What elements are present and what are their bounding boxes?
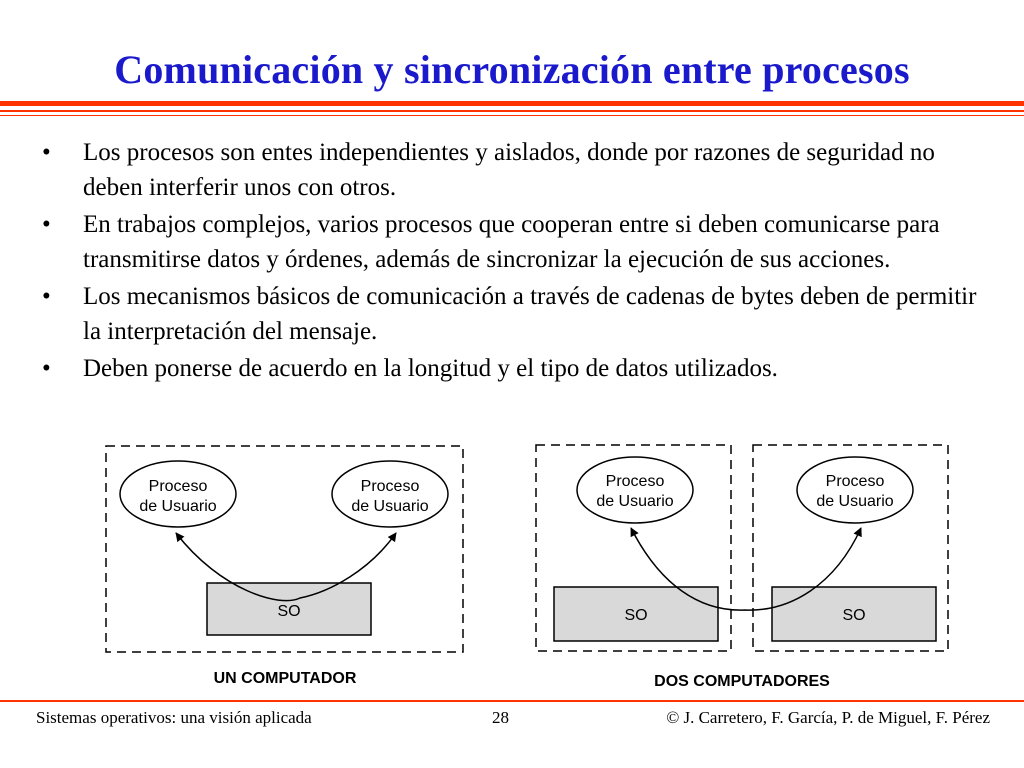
bullet-dot-icon: • (42, 211, 51, 238)
os-label: SO (624, 607, 648, 624)
user-process-label: de Usuario (596, 493, 674, 510)
footer-copyright: © J. Carretero, F. García, P. de Miguel, F. Pérez (666, 708, 990, 727)
bullet-dot-icon: • (42, 283, 51, 310)
single-computer-diagram (106, 446, 463, 687)
os-label: SO (277, 603, 301, 620)
bullet-text: Deben ponerse de acuerdo en la longitud y el tipo de datos utilizados. (83, 355, 778, 382)
bullet-text: Los mecanismos básicos de comunicación a través de cadenas de bytes deben de permitir la interpretación del mensaje. (83, 283, 977, 345)
bullet-dot-icon: • (42, 355, 51, 382)
user-process-label: de Usuario (139, 498, 217, 515)
diagram-caption: DOS COMPUTADORES (654, 673, 830, 690)
footer-book-title: Sistemas operativos: una visión aplicada (36, 708, 312, 727)
user-process-label: Proceso (825, 473, 885, 490)
slide-title: Comunicación y sincronización entre procesos (114, 47, 910, 92)
user-process-label: de Usuario (816, 493, 894, 510)
user-process-label: de Usuario (351, 498, 429, 515)
bullet-text: Los procesos son entes independientes y aislados, donde por razones de seguridad no deben interferir unos con otros. (83, 139, 935, 201)
slide-footer (0, 700, 1024, 740)
os-label: SO (842, 607, 866, 624)
user-process-label: Proceso (360, 478, 420, 495)
user-process-label: Proceso (605, 473, 665, 490)
page-number: 28 (492, 708, 509, 727)
bullet-dot-icon: • (42, 139, 51, 166)
diagram-caption: UN COMPUTADOR (213, 670, 357, 687)
bullet-text: En trabajos complejos, varios procesos que cooperan entre si deben comunicarse para transmitirse datos y órdenes, además de sincronizar la ejecución de sus acciones. (83, 211, 940, 273)
user-process-ellipse (577, 457, 693, 523)
user-process-ellipse (797, 457, 913, 523)
footer-rule (0, 700, 1024, 702)
user-process-label: Proceso (148, 478, 208, 495)
two-computers-diagram (536, 445, 948, 690)
